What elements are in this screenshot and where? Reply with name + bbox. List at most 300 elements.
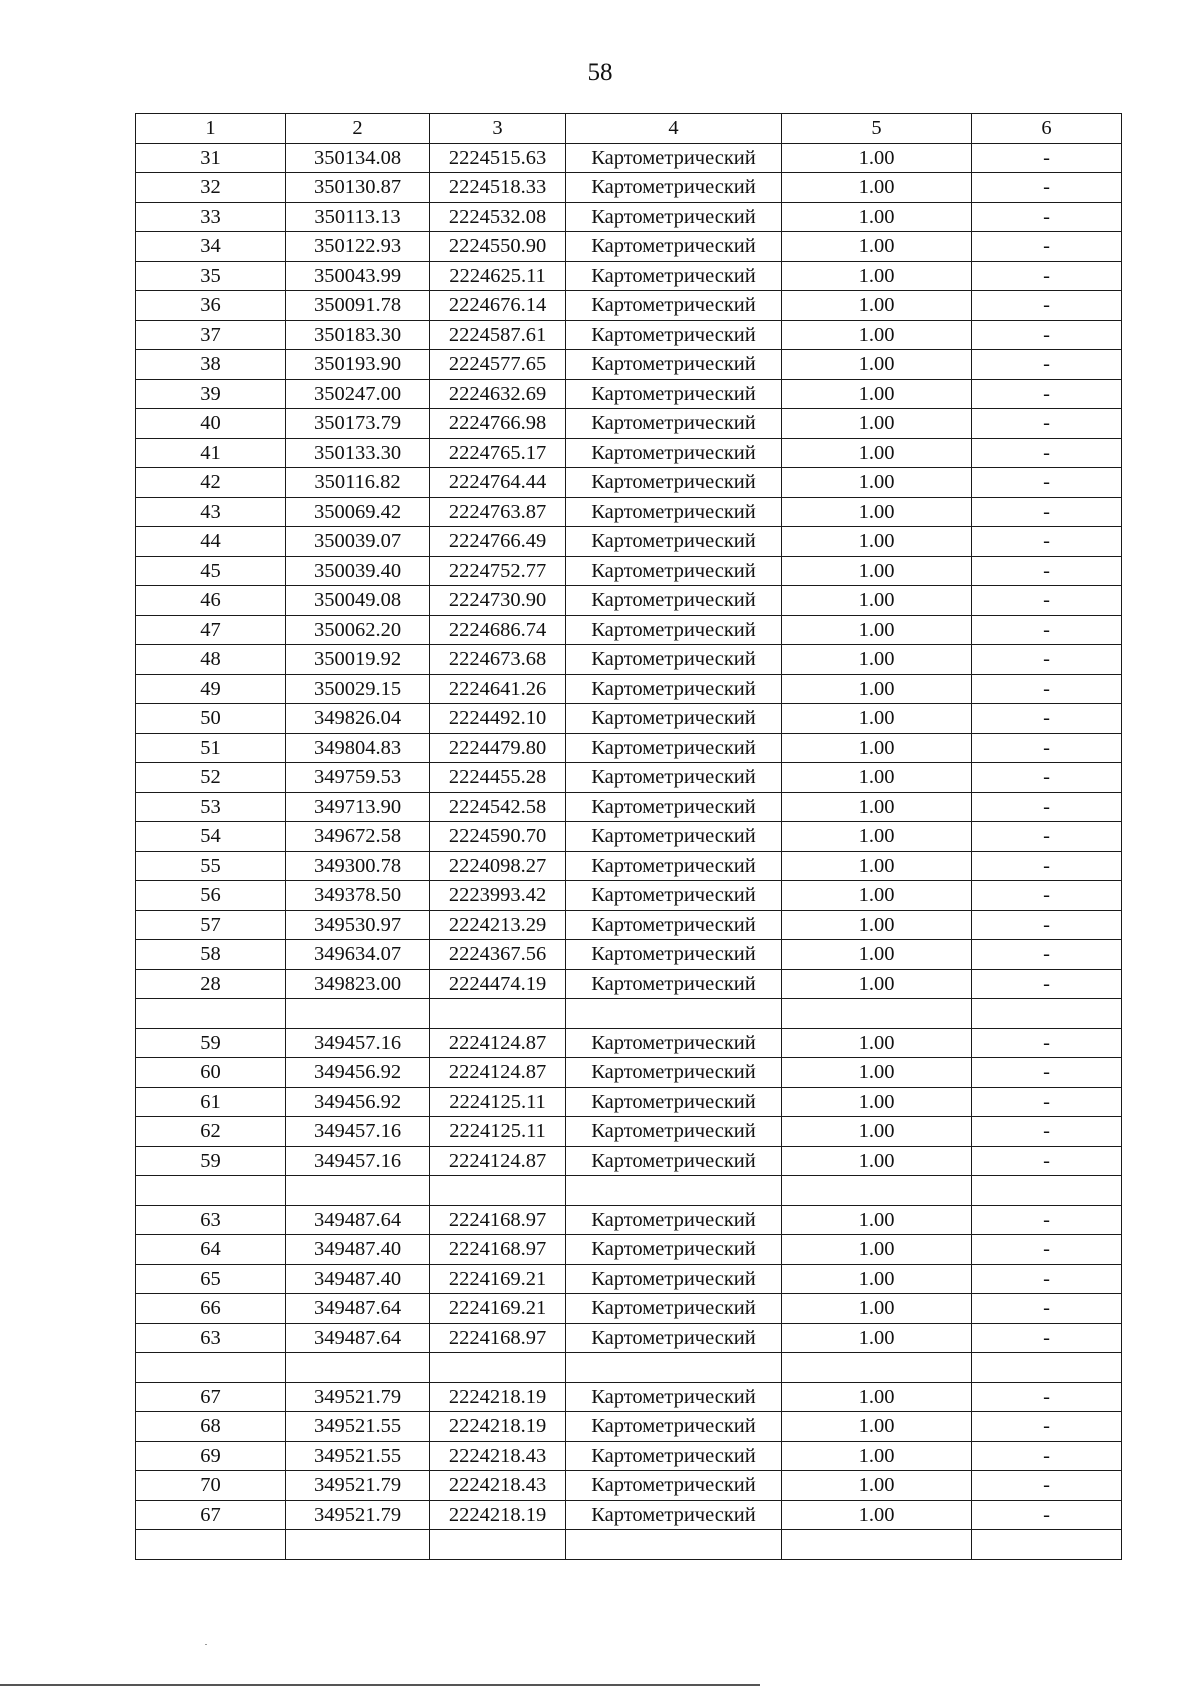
cell-y-coordinate: 2224515.63 bbox=[430, 143, 566, 173]
cell-x-coordinate: 350183.30 bbox=[286, 320, 430, 350]
page-number: 58 bbox=[587, 59, 613, 86]
cell-x-coordinate: 350069.42 bbox=[286, 497, 430, 527]
cell-note: - bbox=[972, 1235, 1122, 1265]
cell-x-coordinate: 349487.64 bbox=[286, 1323, 430, 1353]
table-row bbox=[136, 261, 1122, 291]
table-row bbox=[136, 1235, 1122, 1265]
cell-note: - bbox=[972, 969, 1122, 999]
cell-accuracy: 1.00 bbox=[782, 1412, 972, 1442]
cell-method: Картометрический bbox=[566, 1117, 782, 1147]
cell-point-number: 54 bbox=[136, 822, 286, 852]
cell-note: - bbox=[972, 143, 1122, 173]
table-row bbox=[136, 674, 1122, 704]
cell-accuracy: 1.00 bbox=[782, 202, 972, 232]
cell-y-coordinate: 2224218.43 bbox=[430, 1441, 566, 1471]
table-row bbox=[136, 792, 1122, 822]
cell-point-number: 60 bbox=[136, 1058, 286, 1088]
table-row bbox=[136, 822, 1122, 852]
cell-x-coordinate: 349521.79 bbox=[286, 1382, 430, 1412]
cell-method: Картометрический bbox=[566, 409, 782, 439]
table-row bbox=[136, 1500, 1122, 1530]
cell-y-coordinate: 2224479.80 bbox=[430, 733, 566, 763]
cell-note: - bbox=[972, 409, 1122, 439]
cell-point-number bbox=[136, 1176, 286, 1206]
cell-accuracy: 1.00 bbox=[782, 1294, 972, 1324]
cell-x-coordinate: 349300.78 bbox=[286, 851, 430, 881]
cell-x-coordinate: 350133.30 bbox=[286, 438, 430, 468]
table-row bbox=[136, 291, 1122, 321]
cell-method: Картометрический bbox=[566, 143, 782, 173]
cell-note: - bbox=[972, 468, 1122, 498]
cell-point-number bbox=[136, 1353, 286, 1383]
cell-accuracy: 1.00 bbox=[782, 291, 972, 321]
cell-method: Картометрический bbox=[566, 202, 782, 232]
cell-accuracy: 1.00 bbox=[782, 320, 972, 350]
cell-accuracy: 1.00 bbox=[782, 586, 972, 616]
cell-method: Картометрический bbox=[566, 291, 782, 321]
cell-x-coordinate: 349634.07 bbox=[286, 940, 430, 970]
cell-point-number: 44 bbox=[136, 527, 286, 557]
cell-accuracy: 1.00 bbox=[782, 379, 972, 409]
table-row bbox=[136, 409, 1122, 439]
cell-method: Картометрический bbox=[566, 586, 782, 616]
cell-method: Картометрический bbox=[566, 438, 782, 468]
cell-note: - bbox=[972, 379, 1122, 409]
cell-note: - bbox=[972, 232, 1122, 262]
cell-x-coordinate: 349457.16 bbox=[286, 1117, 430, 1147]
cell-note: - bbox=[972, 704, 1122, 734]
cell-accuracy: 5 bbox=[782, 114, 972, 144]
cell-x-coordinate: 350193.90 bbox=[286, 350, 430, 380]
cell-point-number bbox=[136, 999, 286, 1029]
table-row bbox=[136, 1294, 1122, 1324]
cell-note: - bbox=[972, 733, 1122, 763]
cell-note: - bbox=[972, 586, 1122, 616]
cell-y-coordinate bbox=[430, 1530, 566, 1560]
cell-method: Картометрический bbox=[566, 1323, 782, 1353]
cell-note: - bbox=[972, 1323, 1122, 1353]
cell-point-number: 67 bbox=[136, 1500, 286, 1530]
table-row bbox=[136, 733, 1122, 763]
cell-x-coordinate: 349823.00 bbox=[286, 969, 430, 999]
cell-accuracy: 1.00 bbox=[782, 822, 972, 852]
cell-accuracy: 1.00 bbox=[782, 910, 972, 940]
table-row bbox=[136, 468, 1122, 498]
cell-x-coordinate: 350113.13 bbox=[286, 202, 430, 232]
cell-accuracy: 1.00 bbox=[782, 1117, 972, 1147]
cell-method: Картометрический bbox=[566, 556, 782, 586]
cell-accuracy: 1.00 bbox=[782, 645, 972, 675]
cell-point-number: 47 bbox=[136, 615, 286, 645]
cell-accuracy: 1.00 bbox=[782, 409, 972, 439]
table-row bbox=[136, 1471, 1122, 1501]
cell-x-coordinate: 350091.78 bbox=[286, 291, 430, 321]
cell-y-coordinate bbox=[430, 1353, 566, 1383]
cell-y-coordinate: 3 bbox=[430, 114, 566, 144]
coordinates-table-container bbox=[135, 113, 1122, 1560]
cell-point-number: 62 bbox=[136, 1117, 286, 1147]
cell-note: - bbox=[972, 1205, 1122, 1235]
table-row bbox=[136, 969, 1122, 999]
cell-note: - bbox=[972, 556, 1122, 586]
cell-point-number: 65 bbox=[136, 1264, 286, 1294]
cell-accuracy: 1.00 bbox=[782, 881, 972, 911]
cell-y-coordinate: 2224218.19 bbox=[430, 1382, 566, 1412]
cell-note: - bbox=[972, 1058, 1122, 1088]
cell-method: Картометрический bbox=[566, 1028, 782, 1058]
cell-x-coordinate: 349530.97 bbox=[286, 910, 430, 940]
cell-method: Картометрический bbox=[566, 733, 782, 763]
cell-method: Картометрический bbox=[566, 1058, 782, 1088]
cell-point-number: 63 bbox=[136, 1205, 286, 1235]
cell-accuracy: 1.00 bbox=[782, 438, 972, 468]
cell-note: - bbox=[972, 1412, 1122, 1442]
cell-accuracy bbox=[782, 1353, 972, 1383]
cell-y-coordinate: 2224168.97 bbox=[430, 1323, 566, 1353]
cell-method: Картометрический bbox=[566, 320, 782, 350]
cell-x-coordinate: 350247.00 bbox=[286, 379, 430, 409]
cell-x-coordinate: 350043.99 bbox=[286, 261, 430, 291]
table-row bbox=[136, 143, 1122, 173]
cell-point-number: 59 bbox=[136, 1146, 286, 1176]
cell-y-coordinate: 2224632.69 bbox=[430, 379, 566, 409]
cell-x-coordinate: 350019.92 bbox=[286, 645, 430, 675]
cell-y-coordinate: 2224218.43 bbox=[430, 1471, 566, 1501]
cell-accuracy: 1.00 bbox=[782, 468, 972, 498]
cell-note: - bbox=[972, 615, 1122, 645]
table-row bbox=[136, 851, 1122, 881]
cell-point-number: 58 bbox=[136, 940, 286, 970]
cell-x-coordinate: 349521.55 bbox=[286, 1412, 430, 1442]
cell-accuracy: 1.00 bbox=[782, 1235, 972, 1265]
cell-y-coordinate: 2224218.19 bbox=[430, 1412, 566, 1442]
scan-speck bbox=[205, 1644, 207, 1645]
cell-y-coordinate: 2224766.49 bbox=[430, 527, 566, 557]
cell-note: - bbox=[972, 350, 1122, 380]
cell-y-coordinate: 2224125.11 bbox=[430, 1117, 566, 1147]
cell-method bbox=[566, 1530, 782, 1560]
cell-x-coordinate: 349457.16 bbox=[286, 1146, 430, 1176]
cell-note: - bbox=[972, 1294, 1122, 1324]
cell-note: - bbox=[972, 527, 1122, 557]
cell-x-coordinate: 350039.40 bbox=[286, 556, 430, 586]
cell-note: - bbox=[972, 291, 1122, 321]
table-row bbox=[136, 556, 1122, 586]
cell-point-number: 70 bbox=[136, 1471, 286, 1501]
cell-method: Картометрический bbox=[566, 1412, 782, 1442]
cell-note: - bbox=[972, 173, 1122, 203]
cell-y-coordinate: 2224518.33 bbox=[430, 173, 566, 203]
cell-y-coordinate: 2224673.68 bbox=[430, 645, 566, 675]
cell-method: Картометрический bbox=[566, 1382, 782, 1412]
cell-y-coordinate: 2224213.29 bbox=[430, 910, 566, 940]
cell-note: - bbox=[972, 940, 1122, 970]
cell-accuracy: 1.00 bbox=[782, 792, 972, 822]
table-row bbox=[136, 379, 1122, 409]
cell-method: Картометрический bbox=[566, 910, 782, 940]
cell-point-number: 43 bbox=[136, 497, 286, 527]
cell-y-coordinate: 2223993.42 bbox=[430, 881, 566, 911]
table-row bbox=[136, 350, 1122, 380]
cell-method: Картометрический bbox=[566, 615, 782, 645]
cell-y-coordinate: 2224169.21 bbox=[430, 1264, 566, 1294]
cell-x-coordinate: 350062.20 bbox=[286, 615, 430, 645]
cell-note: - bbox=[972, 320, 1122, 350]
table-row bbox=[136, 438, 1122, 468]
cell-method: Картометрический bbox=[566, 940, 782, 970]
cell-note: - bbox=[972, 674, 1122, 704]
cell-point-number: 37 bbox=[136, 320, 286, 350]
cell-accuracy: 1.00 bbox=[782, 615, 972, 645]
cell-method bbox=[566, 1176, 782, 1206]
cell-point-number: 69 bbox=[136, 1441, 286, 1471]
cell-point-number: 34 bbox=[136, 232, 286, 262]
table-row bbox=[136, 202, 1122, 232]
cell-method bbox=[566, 999, 782, 1029]
cell-accuracy: 1.00 bbox=[782, 1264, 972, 1294]
cell-point-number: 28 bbox=[136, 969, 286, 999]
cell-method: Картометрический bbox=[566, 1146, 782, 1176]
cell-x-coordinate bbox=[286, 999, 430, 1029]
table-row bbox=[136, 1323, 1122, 1353]
cell-note: - bbox=[972, 881, 1122, 911]
cell-y-coordinate: 2224765.17 bbox=[430, 438, 566, 468]
cell-x-coordinate: 349521.79 bbox=[286, 1471, 430, 1501]
cell-method: Картометрический bbox=[566, 1294, 782, 1324]
cell-accuracy: 1.00 bbox=[782, 173, 972, 203]
table-row bbox=[136, 763, 1122, 793]
cell-accuracy: 1.00 bbox=[782, 1146, 972, 1176]
cell-method: Картометрический bbox=[566, 468, 782, 498]
table-row bbox=[136, 940, 1122, 970]
cell-x-coordinate: 350134.08 bbox=[286, 143, 430, 173]
separator-row bbox=[136, 1530, 1122, 1560]
cell-y-coordinate: 2224590.70 bbox=[430, 822, 566, 852]
cell-x-coordinate: 349456.92 bbox=[286, 1087, 430, 1117]
cell-x-coordinate: 349804.83 bbox=[286, 733, 430, 763]
cell-note: - bbox=[972, 763, 1122, 793]
cell-note: - bbox=[972, 645, 1122, 675]
cell-accuracy: 1.00 bbox=[782, 704, 972, 734]
cell-method: Картометрический bbox=[566, 1264, 782, 1294]
table-row bbox=[136, 645, 1122, 675]
cell-point-number: 59 bbox=[136, 1028, 286, 1058]
cell-y-coordinate bbox=[430, 999, 566, 1029]
cell-point-number: 36 bbox=[136, 291, 286, 321]
cell-accuracy: 1.00 bbox=[782, 1323, 972, 1353]
cell-x-coordinate: 349826.04 bbox=[286, 704, 430, 734]
cell-point-number: 38 bbox=[136, 350, 286, 380]
cell-y-coordinate: 2224577.65 bbox=[430, 350, 566, 380]
table-row bbox=[136, 1264, 1122, 1294]
cell-x-coordinate: 349672.58 bbox=[286, 822, 430, 852]
cell-method: Картометрический bbox=[566, 1235, 782, 1265]
cell-x-coordinate: 349759.53 bbox=[286, 763, 430, 793]
cell-point-number: 53 bbox=[136, 792, 286, 822]
cell-point-number: 31 bbox=[136, 143, 286, 173]
separator-row bbox=[136, 1176, 1122, 1206]
cell-y-coordinate: 2224367.56 bbox=[430, 940, 566, 970]
cell-point-number: 35 bbox=[136, 261, 286, 291]
cell-note: - bbox=[972, 1087, 1122, 1117]
cell-method: Картометрический bbox=[566, 527, 782, 557]
cell-note: - bbox=[972, 497, 1122, 527]
cell-accuracy: 1.00 bbox=[782, 1471, 972, 1501]
cell-y-coordinate: 2224169.21 bbox=[430, 1294, 566, 1324]
cell-point-number: 51 bbox=[136, 733, 286, 763]
cell-note: - bbox=[972, 261, 1122, 291]
table-row bbox=[136, 1028, 1122, 1058]
cell-point-number: 41 bbox=[136, 438, 286, 468]
cell-y-coordinate: 2224542.58 bbox=[430, 792, 566, 822]
cell-x-coordinate: 2 bbox=[286, 114, 430, 144]
cell-y-coordinate: 2224641.26 bbox=[430, 674, 566, 704]
cell-point-number: 52 bbox=[136, 763, 286, 793]
cell-accuracy bbox=[782, 999, 972, 1029]
cell-method: Картометрический bbox=[566, 1205, 782, 1235]
cell-x-coordinate: 349487.40 bbox=[286, 1264, 430, 1294]
table-row bbox=[136, 1146, 1122, 1176]
table-row bbox=[136, 1205, 1122, 1235]
cell-point-number: 46 bbox=[136, 586, 286, 616]
cell-method: Картометрический bbox=[566, 645, 782, 675]
cell-x-coordinate: 350049.08 bbox=[286, 586, 430, 616]
cell-accuracy bbox=[782, 1530, 972, 1560]
cell-note: - bbox=[972, 822, 1122, 852]
cell-point-number: 56 bbox=[136, 881, 286, 911]
cell-method: Картометрический bbox=[566, 969, 782, 999]
cell-x-coordinate: 349487.64 bbox=[286, 1205, 430, 1235]
cell-y-coordinate: 2224168.97 bbox=[430, 1205, 566, 1235]
cell-x-coordinate: 350039.07 bbox=[286, 527, 430, 557]
cell-point-number: 64 bbox=[136, 1235, 286, 1265]
cell-note: - bbox=[972, 438, 1122, 468]
cell-x-coordinate: 349456.92 bbox=[286, 1058, 430, 1088]
cell-note bbox=[972, 999, 1122, 1029]
cell-method: Картометрический bbox=[566, 704, 782, 734]
cell-accuracy: 1.00 bbox=[782, 261, 972, 291]
cell-point-number: 39 bbox=[136, 379, 286, 409]
cell-x-coordinate: 349457.16 bbox=[286, 1028, 430, 1058]
cell-accuracy bbox=[782, 1176, 972, 1206]
cell-note: - bbox=[972, 1117, 1122, 1147]
cell-point-number: 32 bbox=[136, 173, 286, 203]
cell-accuracy: 1.00 bbox=[782, 1058, 972, 1088]
cell-accuracy: 1.00 bbox=[782, 1500, 972, 1530]
table-row bbox=[136, 527, 1122, 557]
cell-y-coordinate: 2224686.74 bbox=[430, 615, 566, 645]
cell-y-coordinate: 2224455.28 bbox=[430, 763, 566, 793]
cell-x-coordinate: 350173.79 bbox=[286, 409, 430, 439]
table-row bbox=[136, 615, 1122, 645]
cell-accuracy: 1.00 bbox=[782, 851, 972, 881]
table-row bbox=[136, 232, 1122, 262]
cell-y-coordinate: 2224492.10 bbox=[430, 704, 566, 734]
cell-accuracy: 1.00 bbox=[782, 1028, 972, 1058]
cell-note bbox=[972, 1353, 1122, 1383]
cell-x-coordinate: 349487.40 bbox=[286, 1235, 430, 1265]
cell-x-coordinate bbox=[286, 1176, 430, 1206]
cell-note: - bbox=[972, 1471, 1122, 1501]
cell-note: - bbox=[972, 202, 1122, 232]
cell-x-coordinate: 349521.55 bbox=[286, 1441, 430, 1471]
cell-method: Картометрический bbox=[566, 379, 782, 409]
header-row bbox=[136, 114, 1122, 144]
cell-note: - bbox=[972, 1500, 1122, 1530]
cell-method: 4 bbox=[566, 114, 782, 144]
cell-accuracy: 1.00 bbox=[782, 1382, 972, 1412]
cell-y-coordinate: 2224168.97 bbox=[430, 1235, 566, 1265]
cell-point-number: 1 bbox=[136, 114, 286, 144]
cell-accuracy: 1.00 bbox=[782, 733, 972, 763]
cell-y-coordinate: 2224587.61 bbox=[430, 320, 566, 350]
cell-x-coordinate bbox=[286, 1530, 430, 1560]
cell-point-number: 67 bbox=[136, 1382, 286, 1412]
cell-point-number: 42 bbox=[136, 468, 286, 498]
cell-point-number: 55 bbox=[136, 851, 286, 881]
cell-y-coordinate: 2224676.14 bbox=[430, 291, 566, 321]
table-row bbox=[136, 881, 1122, 911]
cell-method: Картометрический bbox=[566, 497, 782, 527]
cell-method: Картометрический bbox=[566, 173, 782, 203]
cell-accuracy: 1.00 bbox=[782, 763, 972, 793]
cell-note: - bbox=[972, 1264, 1122, 1294]
cell-method bbox=[566, 1353, 782, 1383]
cell-note: - bbox=[972, 1146, 1122, 1176]
cell-x-coordinate: 350029.15 bbox=[286, 674, 430, 704]
cell-point-number: 57 bbox=[136, 910, 286, 940]
cell-y-coordinate: 2224625.11 bbox=[430, 261, 566, 291]
cell-accuracy: 1.00 bbox=[782, 1205, 972, 1235]
cell-y-coordinate: 2224532.08 bbox=[430, 202, 566, 232]
cell-accuracy: 1.00 bbox=[782, 497, 972, 527]
cell-y-coordinate: 2224098.27 bbox=[430, 851, 566, 881]
cell-y-coordinate: 2224474.19 bbox=[430, 969, 566, 999]
cell-note: - bbox=[972, 1382, 1122, 1412]
cell-note: - bbox=[972, 851, 1122, 881]
cell-y-coordinate: 2224764.44 bbox=[430, 468, 566, 498]
table-row bbox=[136, 1441, 1122, 1471]
cell-accuracy: 1.00 bbox=[782, 940, 972, 970]
cell-point-number: 40 bbox=[136, 409, 286, 439]
cell-point-number: 61 bbox=[136, 1087, 286, 1117]
cell-method: Картометрический bbox=[566, 350, 782, 380]
cell-y-coordinate: 2224752.77 bbox=[430, 556, 566, 586]
cell-accuracy: 1.00 bbox=[782, 1087, 972, 1117]
cell-point-number: 33 bbox=[136, 202, 286, 232]
cell-method: Картометрический bbox=[566, 674, 782, 704]
cell-point-number: 45 bbox=[136, 556, 286, 586]
cell-accuracy: 1.00 bbox=[782, 969, 972, 999]
table-body bbox=[136, 114, 1122, 1560]
table-row bbox=[136, 1117, 1122, 1147]
table-row bbox=[136, 173, 1122, 203]
cell-point-number: 49 bbox=[136, 674, 286, 704]
cell-accuracy: 1.00 bbox=[782, 556, 972, 586]
cell-y-coordinate: 2224124.87 bbox=[430, 1058, 566, 1088]
cell-y-coordinate: 2224763.87 bbox=[430, 497, 566, 527]
cell-x-coordinate bbox=[286, 1353, 430, 1383]
cell-y-coordinate: 2224730.90 bbox=[430, 586, 566, 616]
cell-note: - bbox=[972, 910, 1122, 940]
table-row bbox=[136, 1382, 1122, 1412]
cell-note bbox=[972, 1530, 1122, 1560]
cell-x-coordinate: 350130.87 bbox=[286, 173, 430, 203]
separator-row bbox=[136, 999, 1122, 1029]
cell-y-coordinate: 2224125.11 bbox=[430, 1087, 566, 1117]
cell-note bbox=[972, 1176, 1122, 1206]
cell-x-coordinate: 349378.50 bbox=[286, 881, 430, 911]
